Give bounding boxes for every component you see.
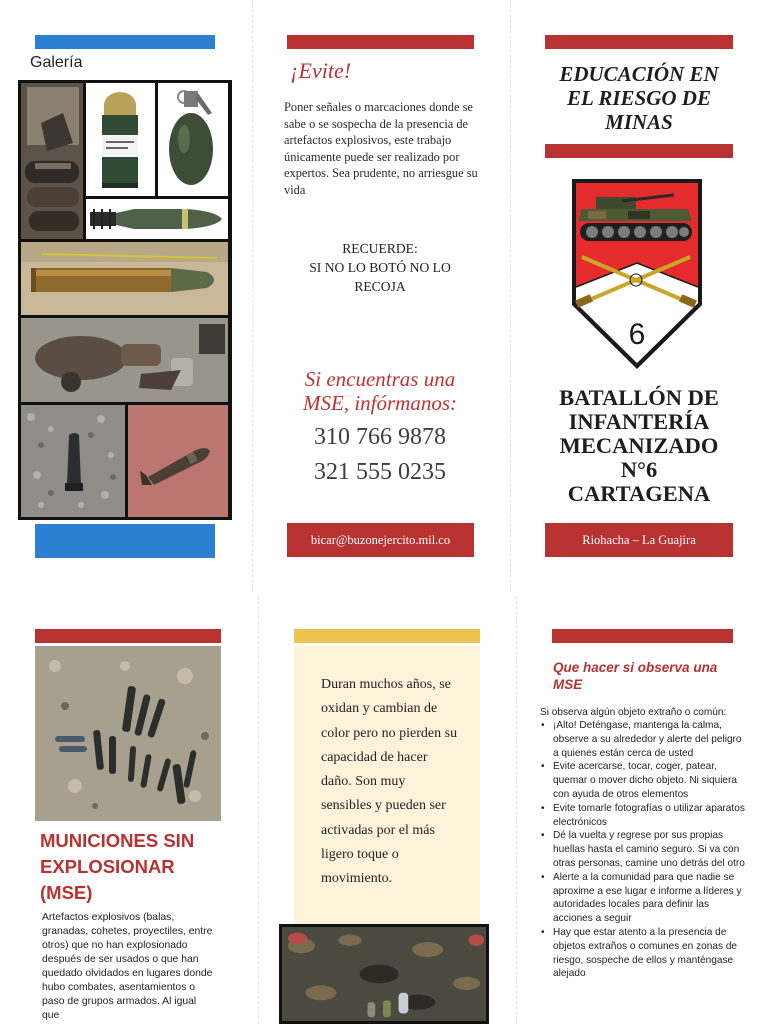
remember-line: RECUERDE: <box>342 241 418 256</box>
list-item: • Evite acercarse, tocar, coger, patear, quemar o mover dicho objeto. Ni siquiera con ayuda de otros elementos <box>540 760 746 801</box>
phone-number[interactable]: 310 766 9878 <box>314 424 446 450</box>
list-item: • Evite tomarle fotografías o utilizar aparatos electrónicos <box>540 802 746 830</box>
list-item: • Alerte a la comunidad para que nadie se aproxime a ese lugar e informe a líderes y autoridades locales para definir las acciones a seguir <box>540 871 746 926</box>
danger-top-bar <box>294 629 480 643</box>
buried-munitions-icon <box>35 646 221 821</box>
remember-note <box>282 239 478 296</box>
rocket-on-red-soil-icon <box>128 405 228 517</box>
what-to-do-intro: Si observa algún objeto extraño o común: <box>540 707 727 718</box>
battalion-line: MECANIZADO <box>559 433 719 458</box>
cover-title-bar <box>545 144 733 158</box>
panel-divider <box>258 596 259 1024</box>
mse-top-bar <box>35 629 221 643</box>
danger-text: Duran muchos años, se oxidan y cambian de color pero no pierden su capacidad de hacer daño. Son muy sensibles y pueden ser activadas por el más ligero toque o movimiento. <box>321 677 458 887</box>
location-label: Riohacha – La Guajira <box>582 532 696 547</box>
phone-number[interactable]: 321 555 0235 <box>314 459 446 485</box>
warning-body: Poner señales o marcaciones donde se sabe o se sospecha de la presencia de artefactos explosivos, este trabajo únicamente puede ser realizado por expertos. Sea prudente, no arriesgue su vida <box>284 100 478 197</box>
top-blue-bar <box>35 35 215 49</box>
battalion-name <box>545 386 733 506</box>
battalion-line: N°6 <box>620 457 658 482</box>
location-box <box>545 523 733 557</box>
list-item: • Dé la vuelta y regrese por sus propias huellas hasta el camino seguro. Si va con otras personas, camine uno detrás del otro <box>540 829 746 870</box>
email-box <box>287 523 474 557</box>
gallery-title: Galería <box>30 54 83 71</box>
what-to-do-list <box>540 719 746 981</box>
shield-number: 6 <box>628 318 646 351</box>
munitions-in-leaves-icon <box>279 924 489 1024</box>
cover-top-bar <box>545 35 733 49</box>
panel-divider <box>516 596 517 1024</box>
panel-divider <box>510 0 511 592</box>
list-item: • ¡Alto! Deténgase, mantenga la calma, observe a su alrededor y alerte del peligro a quienes están cerca de usted <box>540 719 746 760</box>
mse-title: MUNICIONES SIN EXPLOSIONAR (MSE) <box>40 830 195 903</box>
vintage-shells-icon <box>21 83 83 239</box>
warning-title: ¡Evite! <box>290 58 352 83</box>
brochure-title: EDUCACIÓN EN EL RIESGO DE MINAS <box>559 62 719 134</box>
mse-body: Artefactos explosivos (balas, granadas, cohetes, proyectiles, entre otros) que no han explosionado después de ser usados o que han quedado olvidados en lugares donde hubo combates, asentamientos o paso de grupos armados. Al igual que <box>42 912 213 1021</box>
projectile-on-gravel-icon <box>21 405 125 517</box>
what-to-do-top-bar <box>552 629 733 643</box>
hand-grenade-icon <box>158 83 228 196</box>
report-heading: Si encuentras una MSE, infórmanos: <box>303 367 457 415</box>
battalion-line: INFANTERÍA <box>568 409 710 434</box>
remember-line: RECOJA <box>354 279 406 294</box>
list-item: • Hay que estar atento a la presencia de objetos extraños o comunes en zonas de riesgo, sospeche de ellos y manténgase alejado <box>540 926 746 981</box>
grenade-cartridge-icon <box>86 83 155 196</box>
battalion-line: CARTAGENA <box>567 481 711 506</box>
warning-top-bar <box>287 35 474 49</box>
battalion-line: BATALLÓN DE <box>559 385 719 410</box>
bottom-blue-bar <box>35 524 215 558</box>
email-link[interactable]: bicar@buzonejercito.mil.co <box>310 532 451 547</box>
what-to-do-title: Que hacer si observa una MSE <box>553 660 718 692</box>
panel-divider <box>252 0 253 592</box>
artillery-shell-icon <box>21 242 228 315</box>
mortar-bomb-icon <box>86 199 228 239</box>
scrap-munitions-icon <box>21 318 228 402</box>
remember-line: SI NO LO BOTÓ NO LO <box>309 260 451 275</box>
